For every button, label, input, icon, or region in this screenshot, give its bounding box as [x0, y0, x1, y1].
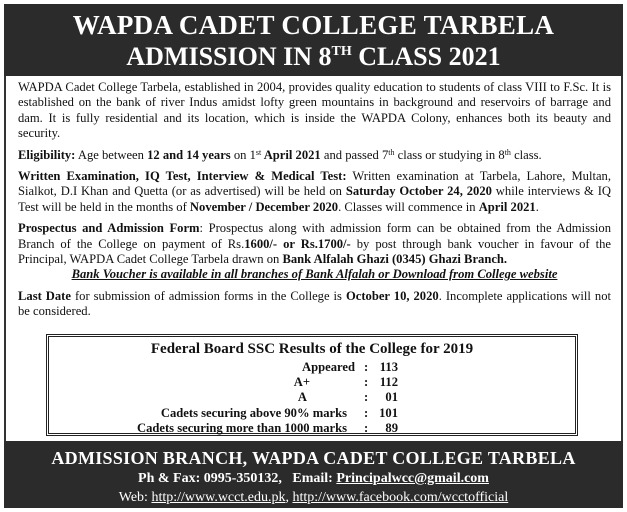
eligibility-text: class.	[510, 147, 542, 162]
eligibility-text: Age between	[75, 147, 148, 162]
results-colon: :	[364, 406, 369, 420]
exam-label: Written Examination, IQ Test, Interview & Medical Test:	[18, 169, 347, 184]
results-label: Appeared	[302, 360, 355, 374]
email-label: Email:	[292, 471, 337, 486]
last-date-text: for submission of admission forms in the College is	[70, 288, 346, 303]
eligibility-text: and passed 7	[320, 147, 389, 162]
interview-months: November / December 2020	[189, 199, 339, 214]
exam-text: Written examination at Tarbela, Lahore, Multan, Sialkot, D.I Khan and Quetta (or as advertised) will be held on	[18, 169, 611, 199]
admission-heading-sup: TH	[331, 44, 352, 59]
classes-commence: April 2021	[478, 199, 536, 214]
prospectus-paragraph	[18, 221, 611, 267]
results-colon: :	[364, 375, 369, 389]
intro-paragraph: WAPDA Cadet College Tarbela, established in 2004, provides quality education to students of class VIII to F.Sc. It is established on the bank of river Indus amidst lofty green mountains in background and reservoirs of barrage and dam. It is fully residential and its location, which is inside the WAPDA Colony, enhances both its beauty and security.	[18, 80, 611, 141]
results-title: Federal Board SSC Results of the College for 2019	[150, 341, 474, 357]
eligibility-label: Eligibility:	[18, 147, 76, 162]
admission-heading	[4, 42, 623, 72]
exam-text: while interviews & IQ Test will be held in the months of	[18, 184, 611, 214]
voucher-note: Bank Voucher is available in all branches of Bank Alfalah or Download from College website	[71, 267, 558, 282]
results-value: 113	[379, 360, 398, 374]
results-colon: :	[364, 390, 369, 404]
eligibility-age: 12 and 14 years	[147, 147, 231, 162]
exam-paragraph	[18, 169, 611, 215]
phone-fax: Ph & Fax: 0995-350132,	[138, 471, 282, 486]
eligibility-text: class or studying in 8	[394, 147, 505, 162]
eligibility-text: on 1	[230, 147, 256, 162]
eligibility-sup: th	[388, 147, 395, 157]
admission-branch: ADMISSION BRANCH, WAPDA CADET COLLEGE TARBELA	[51, 448, 576, 468]
college-title: WAPDA CADET COLLEGE TARBELA	[72, 10, 555, 40]
eligibility-sup: th	[504, 147, 511, 157]
web-label: Web:	[118, 490, 152, 505]
last-date-value: October 10, 2020	[345, 288, 439, 303]
website-link[interactable]: http://www.wcct.edu.pk	[151, 490, 286, 505]
bank-name: Bank Alfalah Ghazi (0345) Ghazi Branch.	[282, 252, 508, 267]
results-label: Cadets securing above 90% marks	[160, 406, 347, 420]
footer-banner	[4, 441, 623, 508]
results-box	[46, 334, 578, 436]
admission-heading-prefix: ADMISSION IN 8	[126, 42, 332, 71]
results-value: 89	[385, 421, 398, 435]
results-value: 112	[379, 375, 398, 389]
prospectus-text: : Prospectus along with admission form can be obtained from the Admission Branch of the College on payment of Rs.	[18, 221, 611, 251]
results-value: 101	[379, 406, 398, 420]
contact-line	[4, 469, 623, 488]
last-date-label: Last Date	[18, 288, 71, 303]
facebook-link[interactable]: http://www.facebook.com/wcctofficial	[292, 490, 509, 505]
prospectus-text: by post through bank voucher in favour of the Principal, WAPDA Cadet College Tarbela drawn on	[18, 236, 611, 267]
eligibility-paragraph	[18, 148, 611, 163]
exam-text: . Classes will commence in	[338, 199, 479, 214]
prospectus-fee: 1600/- or Rs.1700/-	[244, 236, 351, 251]
email-link[interactable]: Principalwcc@gmail.com	[336, 471, 489, 486]
results-label: A+	[293, 375, 310, 389]
eligibility-sup: st	[255, 147, 262, 157]
eligibility-date: April 2021	[261, 147, 321, 162]
prospectus-label: Prospectus and Admission Form	[18, 221, 200, 236]
exam-text: .	[535, 199, 539, 214]
results-label: Cadets securing more than 1000 marks	[136, 421, 347, 435]
results-value: 01	[385, 390, 398, 404]
exam-date: Saturday October 24, 2020	[345, 184, 492, 199]
results-colon: :	[364, 360, 369, 374]
web-separator: ,	[285, 490, 293, 505]
results-label: A	[297, 390, 307, 404]
admission-heading-suffix: CLASS 2021	[351, 42, 501, 71]
header-banner	[4, 4, 623, 76]
web-line	[4, 488, 623, 507]
results-colon: :	[364, 421, 369, 435]
last-date-paragraph	[18, 289, 611, 320]
last-date-text: . Incomplete applications will not be considered.	[18, 288, 611, 319]
